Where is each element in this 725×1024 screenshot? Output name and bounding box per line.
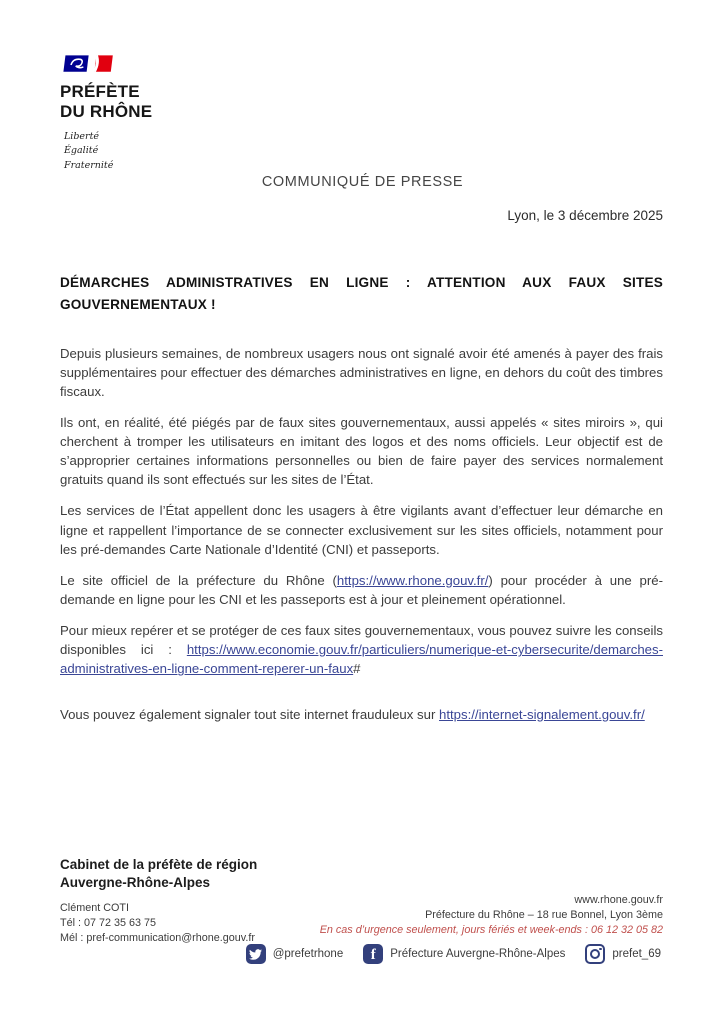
body-content — [60, 272, 663, 736]
contact-details — [60, 901, 257, 946]
paragraph-4: Le site officiel de la préfecture du Rhône (https://www.rhone.gouv.fr/) pour procéder à une pré-demande en ligne pour les CNI et les passeports est à jour et pleinement opérationnel. — [60, 572, 663, 608]
facebook-page-name: Préfecture Auvergne-Rhône-Alpes — [390, 948, 566, 960]
social-facebook[interactable] — [363, 944, 565, 964]
prefecture-logo — [60, 52, 152, 173]
footer-website: www.rhone.gouv.fr — [574, 894, 663, 906]
footer-address-block — [320, 893, 663, 938]
hyperlink[interactable]: https://www.rhone.gouv.fr/ — [336, 572, 489, 588]
hyperlink[interactable]: https://www.economie.gouv.fr/particuliers/numerique-et-cybersecurite/demarches-administratives-en-ligne-comment-reperer-un-faux — [60, 642, 663, 677]
agency-name — [60, 82, 152, 122]
footer-address: Préfecture du Rhône – 18 rue Bonnel, Lyon 3ème — [425, 908, 663, 921]
twitter-handle: @prefetrhone — [272, 948, 344, 960]
paragraph-5: Pour mieux repérer et se protéger de ces faux sites gouvernementaux, vous pouvez suivre les conseils disponibles ici : https://www.economie.gouv.fr/particuliers/numerique-et-cybersecurite/demarches-administratives-en-ligne-comment-reperer-un-faux# — [60, 623, 663, 677]
contact-phone: Tél : 07 72 35 63 75 — [60, 917, 157, 930]
paragraph-1: Depuis plusieurs semaines, de nombreux usagers nous ont signalé avoir été amenés à payer des frais supplémentaires pour effectuer des démarches administratives en ligne, en dehors du coût des timbres fiscaux. — [60, 345, 663, 399]
social-links-row — [246, 944, 661, 964]
motto-line: Fraternité — [64, 159, 114, 171]
social-twitter[interactable] — [246, 944, 344, 964]
facebook-icon: f — [363, 944, 383, 964]
paragraph-3: Les services de l’État appellent donc les usagers à être vigilants avant d’effectuer leur démarche en ligne et rappellent l’importance de se connecter exclusivement sur les sites officiels, notamment pour les pré-demandes Carte Nationale d’Identité (CNI) et passeports. — [60, 503, 663, 557]
republic-motto — [64, 130, 152, 173]
instagram-handle: prefet_69 — [612, 948, 661, 960]
contact-email: Mél : pref-communication@rhone.gouv.fr — [60, 932, 255, 945]
paragraph-6: Vous pouvez également signaler tout site internet frauduleux sur https://internet-signalement.gouv.fr/ — [60, 706, 645, 722]
motto-line: Égalité — [64, 145, 99, 157]
footer-contact-block — [60, 856, 257, 946]
hyperlink[interactable]: https://internet-signalement.gouv.fr/ — [439, 706, 645, 722]
motto-line: Liberté — [64, 131, 100, 143]
agency-line-2: DU RHÔNE — [60, 102, 153, 122]
document-title: COMMUNIQUÉ DE PRESSE — [261, 174, 464, 190]
cabinet-line-1: Cabinet de la préfète de région — [60, 857, 258, 872]
twitter-icon — [246, 944, 266, 964]
footer-urgence-note: En cas d’urgence seulement, jours fériés et week-ends : 06 12 32 05 82 — [319, 923, 663, 936]
dateline: Lyon, le 3 décembre 2025 — [507, 208, 663, 223]
social-instagram[interactable] — [585, 944, 661, 964]
footer-cabinet-title — [60, 856, 257, 892]
paragraph-2: Ils ont, en réalité, été piégés par de faux sites gouvernementaux, aussi appelés « sites miroirs », qui cherchent à tromper les utilisateurs en imitant des logos et des noms officiels. Leur objectif est de s’approprier certaines informations personnelles ou bien de faire payer des services normalement gratuits quand ils sont effectués sur les sites de l’État. — [60, 414, 663, 488]
instagram-icon — [585, 944, 605, 964]
cabinet-line-2: Auvergne-Rhône-Alpes — [60, 875, 211, 891]
marianne-flag-icon — [60, 52, 118, 78]
agency-line-1: PRÉFÈTE — [60, 82, 140, 101]
headline: DÉMARCHES ADMINISTRATIVES EN LIGNE : ATTENTION AUX FAUX SITES GOUVERNEMENTAUX ! — [60, 275, 663, 312]
contact-name: Clément COTI — [60, 902, 129, 915]
